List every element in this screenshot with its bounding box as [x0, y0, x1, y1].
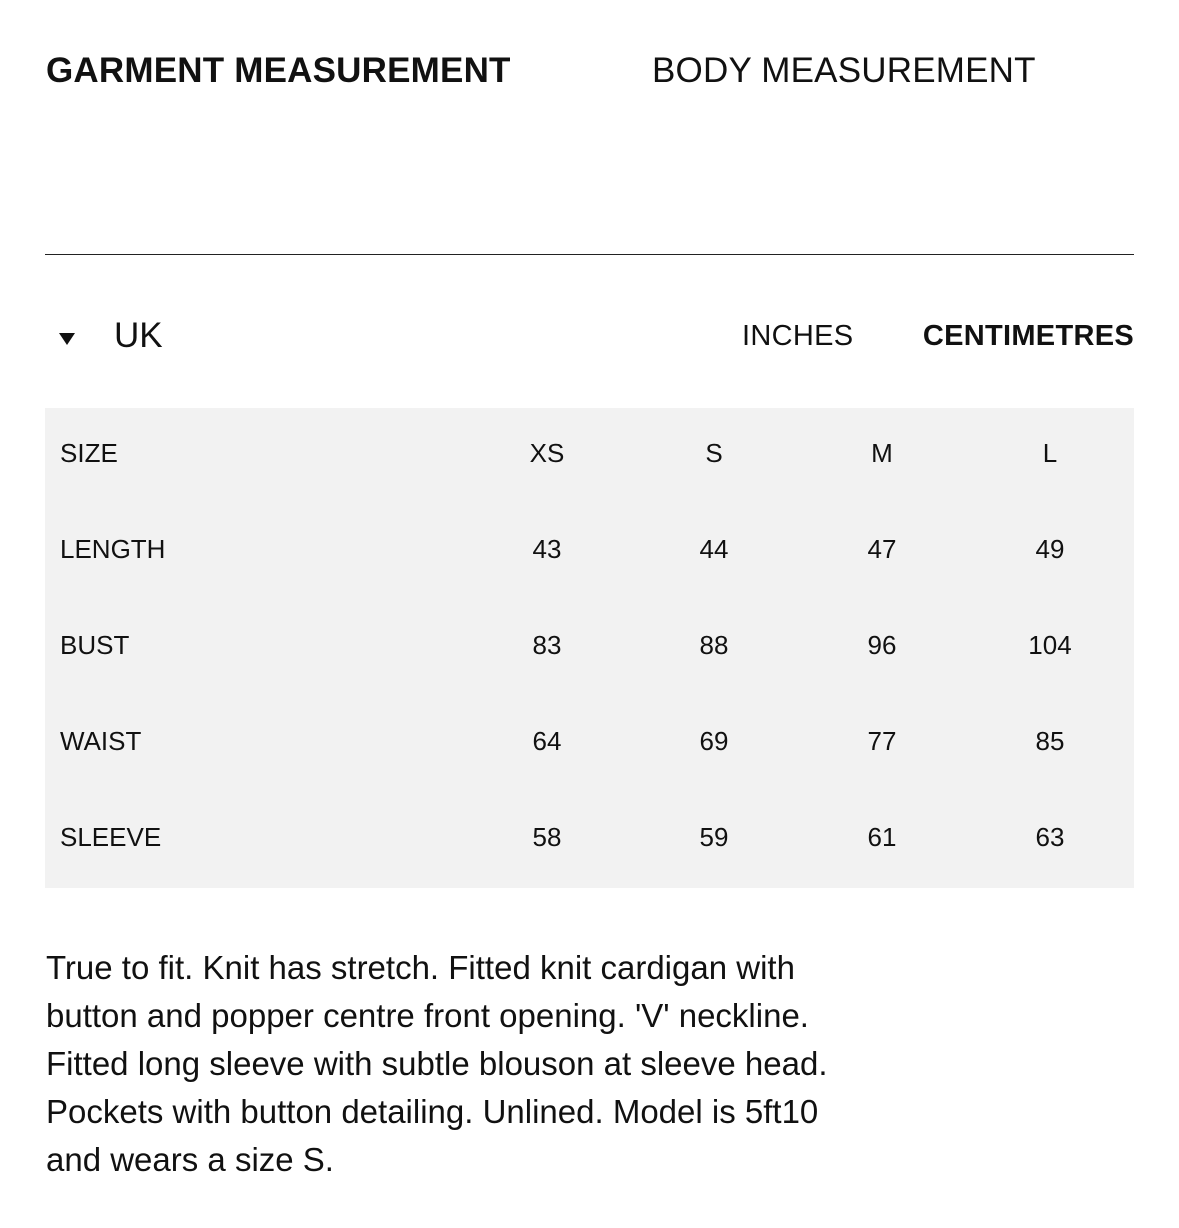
header-xs: XS	[529, 438, 565, 468]
header-s: S	[705, 438, 723, 468]
unit-toggle-centimetres[interactable]: CENTIMETRES	[922, 320, 1134, 352]
row-label: SLEEVE	[60, 822, 162, 852]
table-row-bust	[45, 600, 1134, 696]
row-label: BUST	[60, 630, 130, 660]
unit-toggle-inches[interactable]: INCHES	[742, 320, 854, 352]
size-chart-controls	[45, 312, 1134, 360]
table-cell: 85	[1035, 726, 1065, 756]
divider	[45, 254, 1134, 255]
table-cell: 44	[699, 534, 729, 564]
table-cell: 83	[532, 630, 562, 660]
measurement-tabs	[46, 48, 1136, 94]
caret-down-icon	[57, 330, 77, 346]
description-line: Pockets with button detailing. Unlined. Model is 5ft10	[46, 1093, 819, 1130]
table-cell: 59	[699, 822, 729, 852]
description-line: button and popper centre front opening. 'V' neckline.	[46, 997, 809, 1034]
header-m: M	[871, 438, 893, 468]
row-label: LENGTH	[60, 534, 166, 564]
region-selected-label: UK	[114, 316, 163, 355]
table-cell: 69	[699, 726, 729, 756]
description-line: Fitted long sleeve with subtle blouson at sleeve head.	[46, 1045, 828, 1082]
size-table	[45, 408, 1134, 888]
table-header-row	[45, 408, 1134, 504]
table-cell: 104	[1028, 630, 1072, 660]
table-cell: 43	[532, 534, 562, 564]
table-cell: 77	[867, 726, 897, 756]
table-cell: 96	[867, 630, 897, 660]
header-size: SIZE	[60, 438, 118, 468]
table-cell: 47	[867, 534, 897, 564]
table-cell: 49	[1035, 534, 1065, 564]
table-cell: 61	[867, 822, 897, 852]
tab-body-measurement[interactable]: BODY MEASUREMENT	[652, 51, 1036, 90]
row-label: WAIST	[60, 726, 142, 756]
table-row-length	[45, 504, 1134, 600]
description-line: True to fit. Knit has stretch. Fitted knit cardigan with	[46, 949, 795, 986]
description-line: and wears a size S.	[46, 1141, 334, 1178]
table-cell: 63	[1035, 822, 1065, 852]
tab-garment-measurement[interactable]: GARMENT MEASUREMENT	[46, 51, 511, 90]
product-fit-description	[46, 944, 946, 1184]
table-row-waist	[45, 696, 1134, 792]
table-row-sleeve	[45, 792, 1134, 888]
table-cell: 64	[532, 726, 562, 756]
header-l: L	[1042, 438, 1058, 468]
table-cell: 88	[699, 630, 729, 660]
table-cell: 58	[532, 822, 562, 852]
